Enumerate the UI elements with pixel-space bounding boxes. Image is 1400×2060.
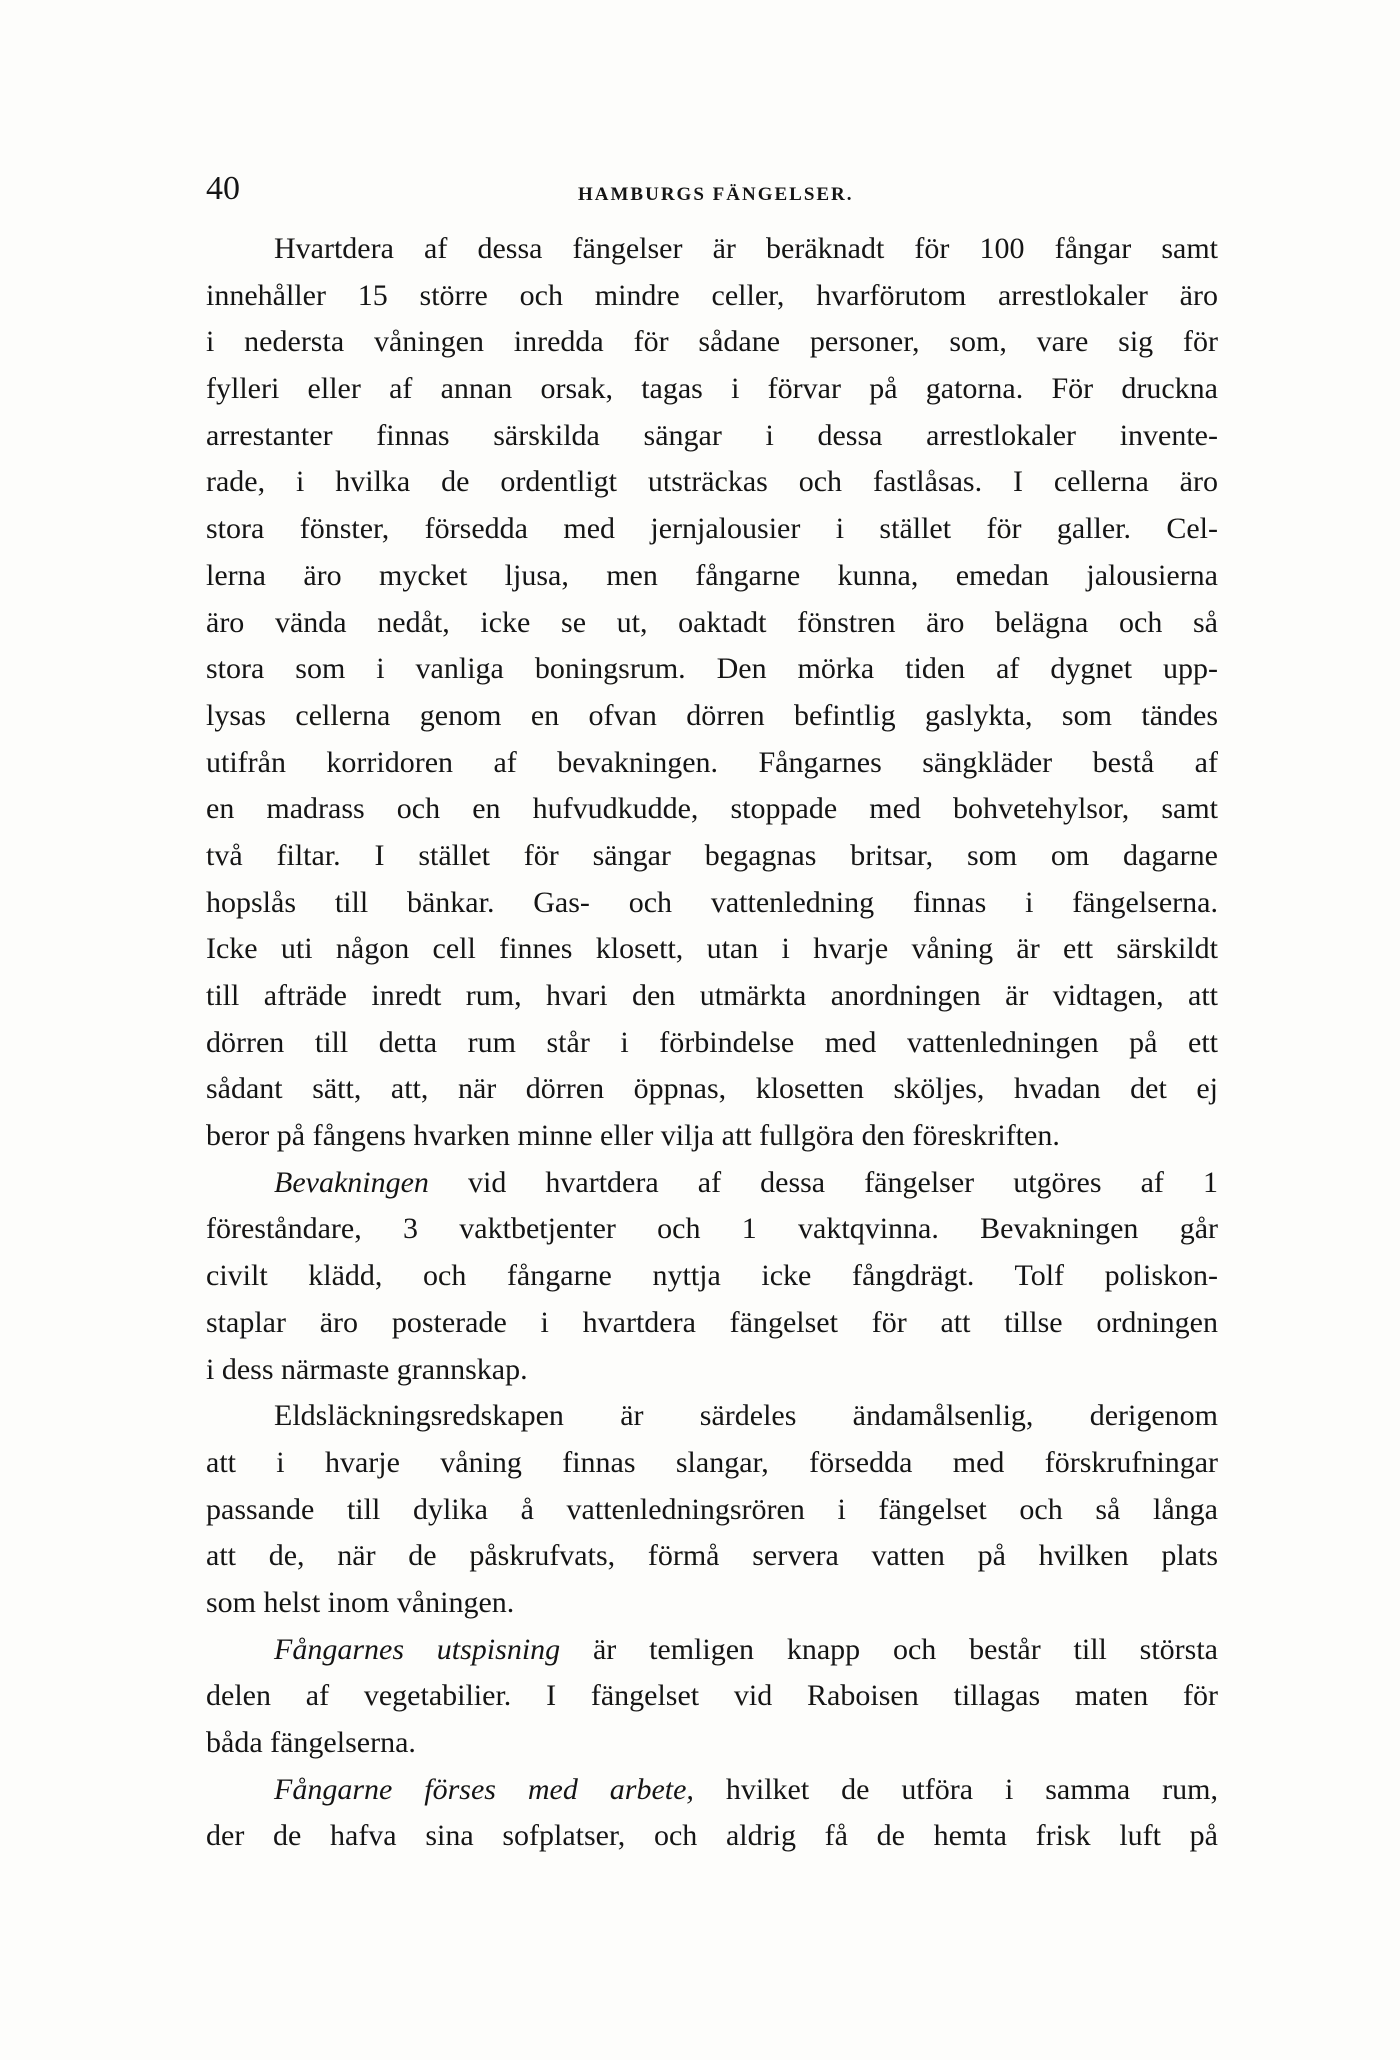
- italic-phrase: Fångarnes utspisning: [274, 1632, 561, 1666]
- text-line: [206, 1673, 1218, 1720]
- text-line: [206, 833, 1218, 880]
- line-text: hvilket de utföra i samma rum,: [693, 1772, 1218, 1806]
- line-text: två filtar. I stället för sängar begagnas britsar, som om dagarne: [206, 838, 1218, 872]
- line-text: en madrass och en hufvudkudde, stoppade med bohvetehylsor, samt: [206, 792, 1218, 826]
- text-line: [206, 459, 1218, 506]
- text-line: [206, 553, 1218, 600]
- line-text: passande till dylika å vattenledningsrören i fängelset och så långa: [206, 1492, 1218, 1526]
- line-text: att i hvarje våning finnas slangar, försedda med förskrufningar: [206, 1445, 1218, 1479]
- text-line: [206, 646, 1218, 693]
- text-line: [206, 413, 1218, 460]
- line-text: beror på fångens hvarken minne eller vilja att fullgöra den föreskriften.: [206, 1119, 1060, 1153]
- text-line: [206, 1300, 1218, 1347]
- line-text: stora som i vanliga boningsrum. Den mörka tiden af dygnet upp-: [206, 652, 1218, 686]
- text-line: [206, 740, 1218, 787]
- text-line: [206, 1347, 1218, 1394]
- line-text: lysas cellerna genom en ofvan dörren befintlig gaslykta, som tändes: [206, 698, 1218, 732]
- page-number: 40: [206, 170, 240, 207]
- line-text: är temligen knapp och består till största: [560, 1632, 1218, 1666]
- line-text: vid hvartdera af dessa fängelser utgöres af 1: [428, 1165, 1218, 1199]
- text-line: [206, 1627, 1218, 1674]
- line-text: delen af vegetabilier. I fängelset vid Raboisen tillagas maten för: [206, 1679, 1218, 1713]
- text-line: [206, 1113, 1218, 1160]
- page-header: [206, 170, 1216, 220]
- line-text: Eldsläckningsredskapen är särdeles ändamålsenlig, derigenom: [274, 1399, 1218, 1433]
- line-text: till afträde inredt rum, hvari den utmärkta anordningen är vidtagen, att: [206, 979, 1218, 1012]
- text-line: [206, 1720, 1218, 1767]
- text-line: [206, 600, 1218, 647]
- line-text: arrestanter finnas särskilda sängar i dessa arrestlokaler invente-: [206, 418, 1218, 452]
- text-line: [206, 1533, 1218, 1580]
- line-text: i dess närmaste grannskap.: [206, 1352, 528, 1386]
- line-text: rade, i hvilka de ordentligt utsträckas och fastlåsas. I cellerna äro: [206, 465, 1218, 499]
- text-line: [206, 1487, 1218, 1534]
- line-text: civilt klädd, och fångarne nyttja icke fångdrägt. Tolf poliskon-: [206, 1259, 1218, 1293]
- line-text: utifrån korridoren af bevakningen. Fångarnes sängkläder bestå af: [206, 745, 1218, 779]
- line-text: som helst inom våningen.: [206, 1585, 515, 1619]
- text-line: [206, 1393, 1218, 1440]
- text-line: [206, 226, 1218, 273]
- text-line: [206, 273, 1218, 320]
- line-text: innehåller 15 större och mindre celler, hvarförutom arrestlokaler äro: [206, 278, 1218, 312]
- line-text: sådant sätt, att, när dörren öppnas, klosetten sköljes, hvadan det ej: [206, 1072, 1218, 1106]
- text-line: [206, 1253, 1218, 1300]
- line-text: Hvartdera af dessa fängelser är beräknadt för 100 fångar samt: [274, 232, 1218, 265]
- running-head: HAMBURGS FÄNGELSER.: [578, 184, 854, 205]
- line-text: hopslås till bänkar. Gas- och vattenledning finnas i fängelserna.: [206, 885, 1218, 919]
- line-text: båda fängelserna.: [206, 1726, 416, 1759]
- text-line: [206, 1580, 1218, 1627]
- text-line: [206, 1160, 1218, 1207]
- text-line: [206, 880, 1218, 927]
- line-text: Icke uti någon cell finnes klosett, utan i hvarje våning är ett särskildt: [206, 932, 1218, 966]
- line-text: stora fönster, försedda med jernjalousier i stället för galler. Cel-: [206, 512, 1218, 546]
- line-text: äro vända nedåt, icke se ut, oaktadt fönstren äro belägna och så: [206, 605, 1218, 639]
- text-line: [206, 319, 1218, 366]
- line-text: att de, när de påskrufvats, förmå servera vatten på hvilken plats: [206, 1539, 1218, 1573]
- text-line: [206, 1813, 1218, 1860]
- line-text: dörren till detta rum står i förbindelse med vattenledningen på ett: [206, 1025, 1218, 1059]
- line-text: lerna äro mycket ljusa, men fångarne kunna, emedan jalousierna: [206, 558, 1218, 592]
- text-line: [206, 366, 1218, 413]
- text-line: [206, 786, 1218, 833]
- text-line: [206, 1206, 1218, 1253]
- line-text: i nedersta våningen inredda för sådane personer, som, vare sig för: [206, 325, 1218, 359]
- text-line: [206, 973, 1218, 1020]
- line-text: fylleri eller af annan orsak, tagas i förvar på gatorna. För druckna: [206, 372, 1218, 406]
- italic-phrase: Fångarne förses med arbete,: [274, 1772, 694, 1806]
- text-line: [206, 1066, 1218, 1113]
- line-text: föreståndare, 3 vaktbetjenter och 1 vaktqvinna. Bevakningen går: [206, 1212, 1218, 1246]
- italic-phrase: Bevakningen: [274, 1165, 429, 1199]
- body-text: [206, 226, 1218, 1860]
- text-line: [206, 1020, 1218, 1067]
- text-line: [206, 693, 1218, 740]
- text-line: [206, 1767, 1218, 1814]
- line-text: der de hafva sina sofplatser, och aldrig få de hemta frisk luft på: [206, 1819, 1218, 1853]
- text-line: [206, 926, 1218, 973]
- text-line: [206, 1440, 1218, 1487]
- line-text: staplar äro posterade i hvartdera fängelset för att tillse ordningen: [206, 1305, 1218, 1339]
- text-line: [206, 506, 1218, 553]
